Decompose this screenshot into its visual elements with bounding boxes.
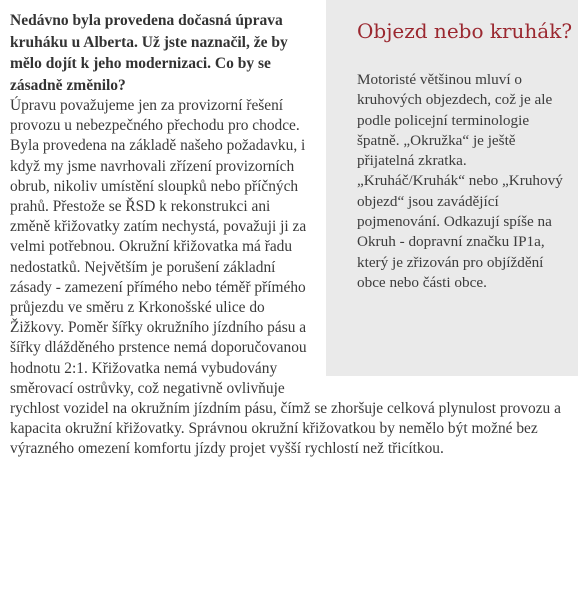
interview-question: Nedávno byla provedena dočasná úprava kruháku u Alberta. Už jste naznačil, že by mělo dojít k jeho modernizaci. Co by se zásadně změnilo?: [10, 12, 288, 94]
sidebar-title: Objezd nebo kruhák?: [357, 19, 573, 43]
interview-answer: Úpravu považujeme jen za provizorní řešení provozu u nebezpečného přechodu pro chodce. Byla provedena na základě našeho požadavku, i když my jsme navrhovali zřízení provizorních obrub, nikoliv umístění sloupků nebo příčných prahů. Přestože se ŘSD k rekonstrukci ani změně křižovatky zatím nechystá, považuji ji za velmi potřebnou. Okružní křižovatka má řadu nedostatků. Největším je porušení základní zásady - zamezení přímého nebo téměř přímého průjezdu ve směru z Krkonošské ulice do Žižkovy. Poměr šířky okružního jízdního pásu a šířky dlážděného prstence nemá doporučovanou hodnotu 2:1. Křižovatka nemá vybudovány směrovací ostrůvky, což negativně ovlivňuje rychlost vozidel na okružním jízdním pásu, čímž se zhoršuje celková plynulost provozu a kapacita okružní křižovatky. Správnou okružní křižovatkou by nemělo být možné bez výrazného omezení komfortu jízdy projet vyšší rychlostí než třicítkou.: [10, 97, 561, 458]
sidebar-text: Motoristé většinou mluví o kruhových objezdech, což je ale podle policejní terminologie špatně. „Okružka“ je ještě přijatelná zkratka. „Kruháč/Kruhák“ nebo „Kruhový objezd“ jsou zavádějící pojmenování. Odkazují spíše na Okruh - dopravní značku IP1a, který je zřizován pro objíždění obce nebo části obce.: [357, 71, 563, 291]
article: [10, 10, 572, 460]
sidebar-box: [326, 0, 578, 376]
